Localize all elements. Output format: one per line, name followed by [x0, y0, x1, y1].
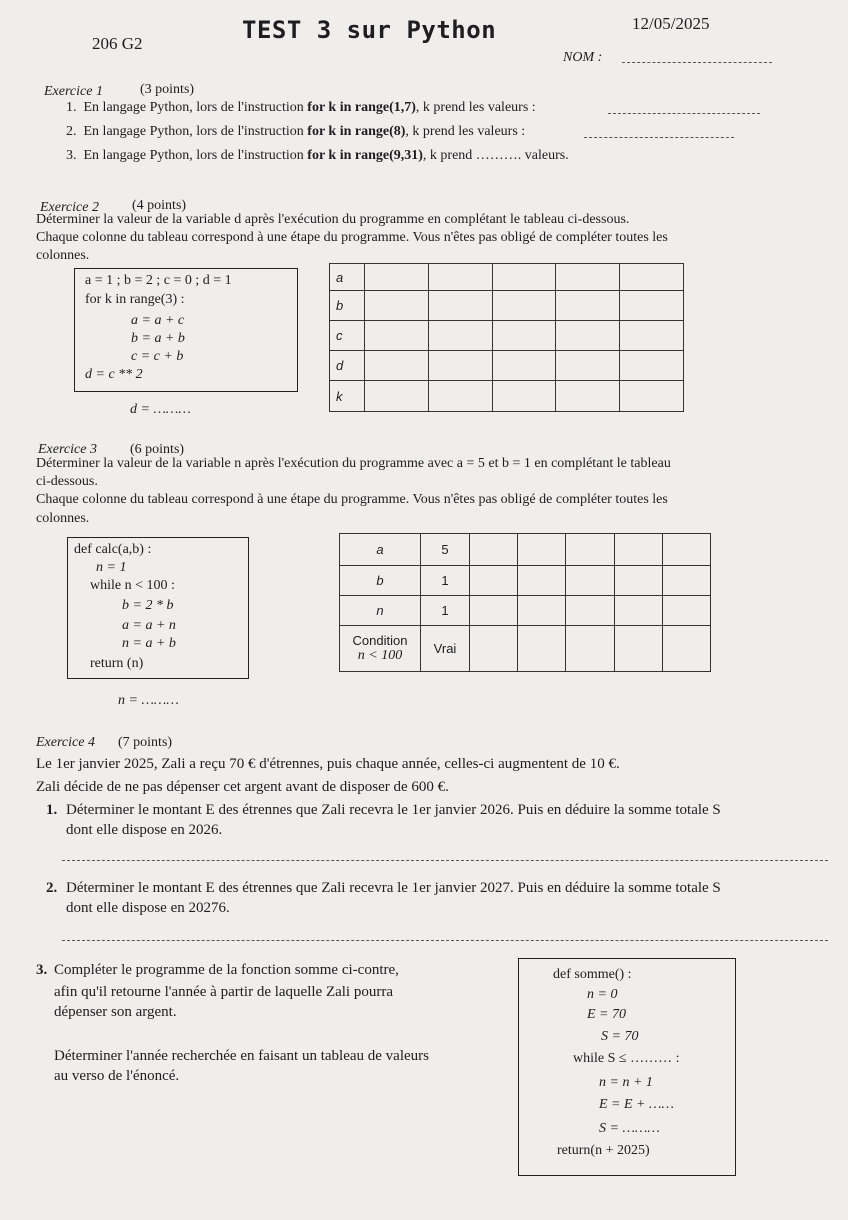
ex1-q1: 1. En langage Python, lors de l'instruction for k in range(1,7), k prend les valeurs : [66, 100, 536, 115]
ex3-cell[interactable] [470, 596, 518, 626]
ex4-points: (7 points) [118, 735, 173, 750]
ex2-row-label: k [330, 381, 365, 412]
ex2-row-label: a [330, 264, 365, 291]
ex4-code-line: n = n + 1 [599, 1075, 653, 1090]
date: 12/05/2025 [632, 14, 710, 33]
ex4-q2-answer[interactable] [62, 940, 828, 941]
ex1-q1-answer[interactable] [608, 113, 760, 114]
ex2-cell[interactable] [492, 321, 556, 351]
ex3-cell[interactable] [662, 626, 710, 672]
ex4-intro2: Zali décide de ne pas dépenser cet argent avant de disposer de 600 €. [36, 779, 449, 795]
ex2-cell[interactable] [620, 351, 684, 381]
ex3-answer[interactable]: n = ……… [118, 693, 179, 708]
ex2-code-line: a = 1 ; b = 2 ; c = 0 ; d = 1 [85, 273, 232, 288]
ex4-q3-line5: au verso de l'énoncé. [54, 1068, 180, 1084]
ex2-cell[interactable] [428, 264, 492, 291]
ex2-code-line: for k in range(3) : [85, 292, 185, 307]
ex4-q2-line1: Déterminer le montant E des étrennes que Zali recevra le 1er janvier 2027. Puis en déduire la somme totale S [66, 880, 721, 896]
ex2-line1: Déterminer la valeur de la variable d après l'exécution du programme en complétant le tableau ci-dessous. [36, 212, 630, 227]
ex3-cell[interactable] [566, 534, 614, 566]
ex4-code-line[interactable]: S = ……… [599, 1121, 660, 1136]
ex2-cell[interactable] [365, 321, 429, 351]
ex1-title: Exercice 1 [44, 84, 103, 99]
ex3-cell[interactable] [470, 626, 518, 672]
ex1-q2-answer[interactable] [584, 137, 734, 138]
ex3-cell[interactable] [566, 566, 614, 596]
ex4-title: Exercice 4 [36, 735, 95, 750]
ex4-q2-line2: dont elle dispose en 20276. [66, 900, 230, 916]
ex2-cell[interactable] [492, 351, 556, 381]
ex4-q1-line1: Déterminer le montant E des étrennes que Zali recevra le 1er janvier 2026. Puis en déduire la somme totale S [66, 802, 721, 818]
ex2-line2: Chaque colonne du tableau correspond à une étape du programme. Vous n'êtes pas obligé de compléter toutes les [36, 230, 668, 245]
ex3-row-label: b [340, 566, 421, 596]
ex3-cell[interactable] [614, 534, 662, 566]
ex3-cell: 1 [421, 596, 470, 626]
ex2-title: Exercice 2 [40, 200, 99, 215]
ex3-cell[interactable] [662, 534, 710, 566]
ex2-code-line: d = c ** 2 [85, 367, 143, 382]
ex2-cell[interactable] [556, 321, 620, 351]
nom-label: NOM : [563, 50, 603, 65]
ex3-cell[interactable] [614, 566, 662, 596]
ex4-q1-answer[interactable] [62, 860, 828, 861]
ex3-cell: Vrai [421, 626, 470, 672]
ex3-code-line: b = 2 * b [122, 598, 174, 613]
ex2-cell[interactable] [365, 351, 429, 381]
ex2-cell[interactable] [365, 264, 429, 291]
ex4-code-line[interactable]: E = E + …… [599, 1097, 674, 1112]
ex4-code-line: S = 70 [601, 1029, 639, 1044]
ex4-q3-line4: Déterminer l'année recherchée en faisant un tableau de valeurs [54, 1048, 429, 1064]
ex3-row-label: n [340, 596, 421, 626]
ex4-q3-num: 3. [36, 962, 48, 978]
ex2-line3: colonnes. [36, 248, 90, 263]
ex2-code-line: a = a + c [131, 313, 185, 328]
ex3-cell[interactable] [614, 596, 662, 626]
ex2-cell[interactable] [492, 381, 556, 412]
ex3-cell[interactable] [662, 596, 710, 626]
ex3-title: Exercice 3 [38, 442, 97, 457]
ex4-q3-line2: afin qu'il retourne l'année à partir de laquelle Zali pourra [54, 984, 394, 1000]
ex3-cell: 5 [421, 534, 470, 566]
ex4-q2-num: 2. [46, 880, 58, 896]
ex2-row-label: c [330, 321, 365, 351]
ex4-code-box [518, 958, 736, 1176]
ex4-code-line: def somme() : [553, 967, 632, 982]
ex1-points: (3 points) [140, 82, 195, 97]
ex2-cell[interactable] [620, 321, 684, 351]
class-label: 206 G2 [92, 34, 143, 53]
ex3-cell[interactable] [566, 626, 614, 672]
ex2-points: (4 points) [132, 198, 187, 213]
ex2-code-box [74, 268, 298, 392]
ex2-cell[interactable] [556, 291, 620, 321]
ex3-code-line: while n < 100 : [90, 578, 175, 593]
ex2-code-line: b = a + b [131, 331, 185, 346]
ex2-cell[interactable] [428, 351, 492, 381]
nom-field[interactable] [622, 62, 772, 63]
ex3-table [339, 533, 711, 672]
ex3-cell[interactable] [518, 596, 566, 626]
ex3-line3: Chaque colonne du tableau correspond à une étape du programme. Vous n'êtes pas obligé de compléter toutes les [36, 492, 668, 507]
ex3-row-label: a [340, 534, 421, 566]
ex3-cell[interactable] [470, 534, 518, 566]
ex3-code-line: a = a + n [122, 618, 176, 633]
ex4-q3-line1: Compléter le programme de la fonction somme ci-contre, [54, 962, 399, 978]
ex3-line1: Déterminer la valeur de la variable n après l'exécution du programme avec a = 5 et b = 1 en complétant le tableau [36, 456, 671, 471]
ex4-code-line: E = 70 [587, 1007, 626, 1022]
ex2-cell[interactable] [428, 291, 492, 321]
ex3-code-line: n = 1 [96, 560, 127, 575]
ex2-cell[interactable] [556, 264, 620, 291]
ex2-cell[interactable] [365, 291, 429, 321]
ex4-q3-line3: dépenser son argent. [54, 1004, 177, 1020]
ex2-cell[interactable] [620, 291, 684, 321]
ex4-q1-line2: dont elle dispose en 2026. [66, 822, 223, 838]
ex4-code-line: n = 0 [587, 987, 618, 1002]
ex2-cell[interactable] [365, 381, 429, 412]
ex3-cell[interactable] [518, 534, 566, 566]
ex1-q2: 2. En langage Python, lors de l'instruction for k in range(8), k prend les valeurs : [66, 124, 526, 139]
ex2-cell[interactable] [428, 381, 492, 412]
ex2-row-label: d [330, 351, 365, 381]
ex3-cell[interactable] [614, 626, 662, 672]
page-title: TEST 3 sur Python [242, 16, 497, 44]
ex2-row-label: b [330, 291, 365, 321]
ex3-cell[interactable] [662, 566, 710, 596]
ex3-code-box [67, 537, 249, 679]
ex2-cell[interactable] [556, 381, 620, 412]
ex4-q1-num: 1. [46, 802, 58, 818]
ex2-code-line: c = c + b [131, 349, 184, 364]
ex3-line4: colonnes. [36, 511, 90, 526]
ex4-code-line[interactable]: while S ≤ ……… : [573, 1051, 680, 1066]
ex3-cell[interactable] [518, 566, 566, 596]
ex2-cell[interactable] [428, 321, 492, 351]
ex2-answer[interactable]: d = ……… [130, 402, 191, 417]
ex4-intro1: Le 1er janvier 2025, Zali a reçu 70 € d'étrennes, puis chaque année, celles-ci augmentent de 10 €. [36, 756, 620, 772]
ex2-table [329, 263, 684, 412]
ex2-cell[interactable] [620, 264, 684, 291]
ex4-code-line: return(n + 2025) [557, 1143, 650, 1158]
ex2-cell[interactable] [556, 351, 620, 381]
ex3-code-line: def calc(a,b) : [74, 542, 152, 557]
ex2-cell[interactable] [492, 291, 556, 321]
ex3-cell: 1 [421, 566, 470, 596]
ex2-cell[interactable] [620, 381, 684, 412]
ex3-points: (6 points) [130, 442, 185, 457]
ex3-cell[interactable] [566, 596, 614, 626]
ex3-line2: ci-dessous. [36, 474, 98, 489]
ex3-code-line: n = a + b [122, 636, 176, 651]
ex2-cell[interactable] [492, 264, 556, 291]
ex1-q3: 3. En langage Python, lors de l'instruction for k in range(9,31), k prend ………. valeurs. [66, 148, 569, 163]
ex3-cell[interactable] [518, 626, 566, 672]
ex3-row-label-condition: Condition n < 100 [340, 626, 421, 672]
ex3-code-line: return (n) [90, 656, 144, 671]
ex3-cell[interactable] [470, 566, 518, 596]
